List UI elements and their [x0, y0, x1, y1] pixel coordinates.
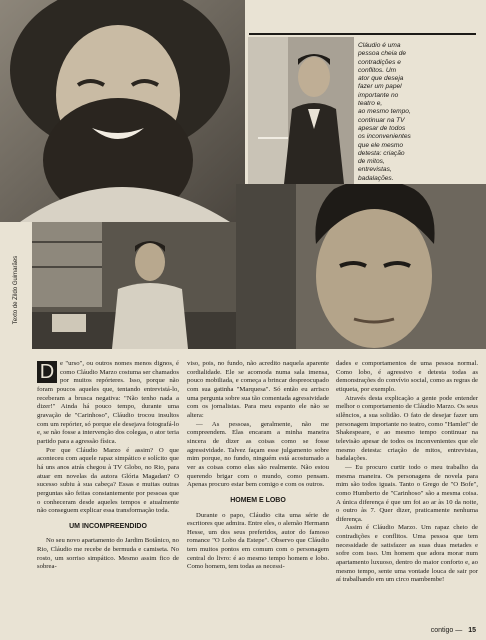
photo-man-in-shirt-drawing [32, 222, 236, 349]
magazine-name: contigo [430, 627, 454, 634]
author-credit-text: Texto de Zildo Guimarães [13, 255, 19, 325]
article-paragraph: Através desta explicação a gente pode entender melhor o comportamento de Cláudio Marzo. Os seus silêncios, a sua solidão. O fato de desejar fazer um personagem importante no teatro, como "Hamlet" de Shakespeare, e ao mesmo tempo continuar na televisão apesar de todos os inconvenientes que ele mesmo detesta: criação de mitos, entrevistas, badalações. [336, 394, 478, 463]
article-paragraph-text: e "urso", ou outros nomes menos dignos, é como Cláudio Marzo costuma ser chamados por muitos repórteres. Isso, porque não foram poucos aqueles que, tentando entrevistá-lo, receberam a brusca negativa: "Não tenho nada a dizer!" Ainda há pouco tempo, durante uma gravação de "Carinhoso", Cláudio trocou insultos com um repórter, só porque ele desejava fotografá-lo e, se não fosse a intervenção dos colegas, o ator teria partido para a agressão física. [37, 360, 179, 445]
caption-line: ao mesmo tempo, [358, 108, 411, 116]
article-paragraph: No seu novo apartamento do Jardim Botânico, no Rio, Cláudio me recebe de bermuda e camiseta. No rosto, um sorriso simpático. Mesmo assim fico de sobrea- [37, 537, 179, 571]
caption-line: importante no [358, 91, 399, 99]
photo-man-closeup-drawing [236, 184, 486, 349]
caption-line: conflitos. Um [358, 66, 397, 74]
section-heading-incompreendido: UM INCOMPREENDIDO [69, 522, 147, 530]
footer-dash: — [455, 627, 463, 634]
section-heading-homem-e-lobo: HOMEM E LOBO [230, 496, 286, 504]
photo-smiling-bearded-man [0, 0, 245, 222]
page-footer [431, 627, 476, 634]
article-paragraph: dades e comportamentos de uma pessoa normal. Como lobo, é agressivo e detesta todas as demonstrações do convívio social, como as regras de etiqueta, por exemplo. [336, 360, 478, 393]
caption-line: badalações. [358, 174, 394, 182]
photo-man-in-shirt-at-counter [32, 222, 236, 349]
article-paragraph: — As pessoas, geralmente, não me compreendem. Elas encaram a minha maneira sincera de dizer as coisas como se fosse agressividade. Talvez façam esse julgamento sobre mim porque, no fundo, ninguém está acostumado a ver as coisas como elas são realmente. Não estou querendo brigar com o mundo, como pensam. Apenas procuro estar bem comigo e com os outros. [187, 420, 329, 489]
caption-line: teatro e, [358, 100, 383, 108]
caption-line: de mitos, [358, 158, 385, 166]
caption-rule [249, 33, 476, 35]
page-number: 15 [468, 627, 476, 634]
article-paragraph [37, 360, 179, 447]
caption-line: detesta: criação [358, 149, 405, 157]
article-paragraph: viso, pois, no fundo, não acredito naquela aparente cordialidade. Ele se acomoda numa sala imensa, pouco mobiliada, e começa a brincar despreocupado com sua gatinha "Marquesa". Só então eu arrisco uma pergunta sobre sua tão comentada agressividade com os jornalistas. Para meu espanto ele não se altera: [187, 360, 329, 419]
article-paragraph: Durante o papo, Cláudio cita uma série de escritores que admira. Entre eles, o alemão Hermann Hesse, um dos seus preferidos, autor do famoso romance "O Lobo da Estepe". Observo que Cláudio tem muitos pontos em comum com o personagem central do livro: é ao mesmo tempo homem e lobo. Como homem, tem todas as necessi- [187, 511, 329, 571]
photo-smiling-bearded-man-drawing [0, 0, 245, 222]
article-paragraph: Assim é Cláudio Marzo. Um rapaz cheio de contradições e conflitos. Uma pessoa que tem necessidade de satisfazer as suas duas metades e sofre com isso. Um homem que adora morar num apartamento luxuoso, dentro do maior conforto e, ao mesmo tempo, sente uma vontade louca de sair por aí trabalhando em um circo mambembe! [336, 524, 478, 584]
article-paragraph: — Eu procuro curtir todo o meu trabalho da mesma maneira. Os personagens de novela para mim são todos iguais. Tanto o Grego de "O Bofe", como Humberto de "Carinhoso" são a mesma coisa. A única diferença é que um foi ao ar às 10 da noite, o outro às 7. Quer dizer, praticamente nenhuma diferença. [336, 463, 478, 523]
caption-line: pessoa cheia de [358, 50, 407, 58]
caption-line: continuar na TV [358, 116, 405, 124]
caption-line: Cláudio é uma [358, 42, 401, 49]
caption-line: contradições e [358, 58, 401, 66]
article-paragraph: Por que Cláudio Marzo é assim? O que aconteceu com aquele rapaz simpático e solícito que há uns anos atrás chegou à TV Globo, no Rio, para atuar em novelas da autora Glória Magadan? O sucesso subiu à sua cabeça? Essas e muitas outras perguntas são feitas constantemente por pessoas que o conheceram desde aqueles tempos e atualmente não conseguem explicar essa transformação toda. [37, 446, 179, 515]
caption-line: entrevistas, [358, 166, 392, 174]
photo-man-in-suit-with-cigarette [248, 37, 354, 184]
caption-line: os inconvenientes [358, 133, 411, 141]
caption-line: ator que deseja [358, 75, 404, 83]
photo-man-in-suit-drawing [248, 37, 354, 184]
caption-line: fazer um papel [358, 83, 402, 91]
photo-caption [358, 42, 481, 183]
caption-line: que ele mesmo [358, 141, 404, 149]
caption-line: apesar de todos [358, 124, 406, 132]
drop-cap: D [37, 361, 57, 383]
author-credit [6, 230, 26, 350]
article-column-3 [336, 360, 478, 585]
article-column-2 [187, 360, 329, 572]
article-column-1 [37, 360, 179, 572]
photo-man-closeup-portrait [236, 184, 486, 349]
